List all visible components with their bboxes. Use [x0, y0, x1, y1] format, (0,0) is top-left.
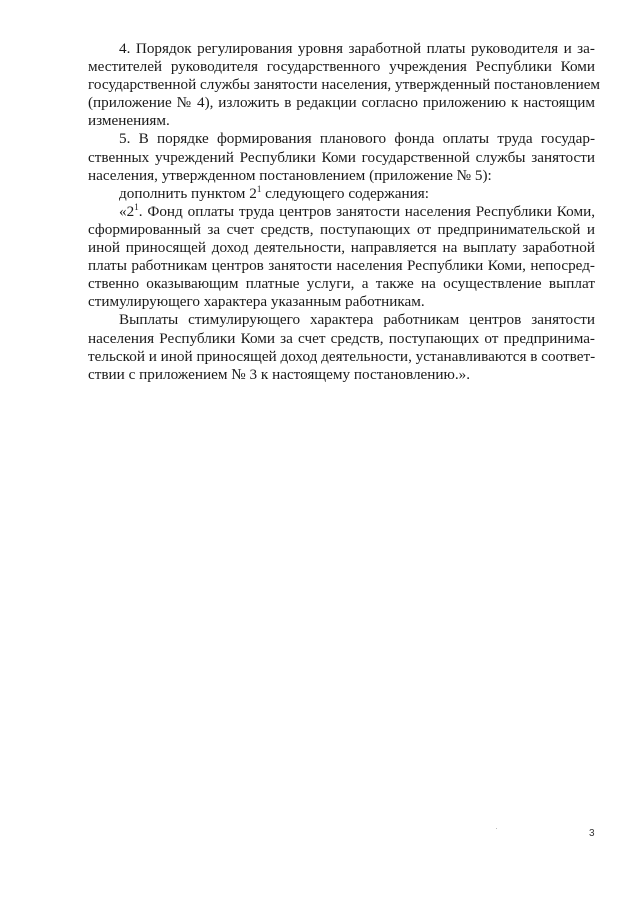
text-line: сформированный за счет средств, поступающих от предпринимательской и — [88, 220, 595, 238]
text-line: платы работникам центров занятости населения Республики Коми, непосред- — [88, 257, 595, 275]
text-line: населения, утвержденном постановлением (приложение № 5): — [88, 166, 492, 184]
text-line: Выплаты стимулирующего характера работникам центров занятости — [119, 311, 595, 329]
text-fragment: дополнить пунктом 2 — [119, 184, 257, 202]
quoted-item-2-1 — [88, 203, 595, 312]
text-line: государственной службы занятости населения, утвержденный постановлением — [88, 76, 601, 94]
document-body — [88, 40, 601, 384]
text-fragment: «2 — [119, 202, 135, 220]
text-line: изменениям. — [88, 112, 170, 130]
text-fragment: следующего содержания: — [261, 184, 429, 202]
text-line: 4. Порядок регулирования уровня заработной платы руководителя и за- — [119, 40, 595, 57]
text-line: местителей руководителя государственного учреждения Республики Коми — [88, 58, 595, 76]
page-number: 3 — [589, 828, 595, 839]
text-fragment: . Фонд оплаты труда центров занятости населения Республики Коми, — [138, 202, 595, 220]
text-line — [88, 203, 595, 221]
text-line: ственных учреждений Республики Коми государственной службы занятости — [88, 148, 595, 166]
scan-speck — [496, 828, 497, 829]
text-line: населения Республики Коми за счет средств, поступающих от предпринима- — [88, 329, 595, 347]
text-line: (приложение № 4), изложить в редакции согласно приложению к настоящим — [88, 94, 595, 112]
paragraph-4 — [88, 40, 601, 130]
text-line: ствии с приложением № 3 к настоящему постановлению.». — [88, 365, 471, 383]
superscript: 1 — [256, 183, 262, 194]
paragraph-5 — [88, 130, 595, 184]
text-line: тельской и иной приносящей доход деятельности, устанавливаются в соответ- — [88, 347, 596, 365]
text-line: стимулирующего характера указанным работникам. — [88, 293, 425, 311]
text-line: ственно оказывающим платные услуги, а также на осуществление выплат — [88, 275, 595, 293]
text-line: иной приносящей доход деятельности, направляется на выплату заработной — [88, 239, 595, 257]
text-line — [88, 185, 595, 203]
quoted-paragraph-2 — [88, 311, 595, 383]
paragraph-5-addition — [88, 185, 595, 203]
text-line: 5. В порядке формирования планового фонда оплаты труда государ- — [119, 130, 595, 148]
superscript: 1 — [134, 201, 139, 212]
